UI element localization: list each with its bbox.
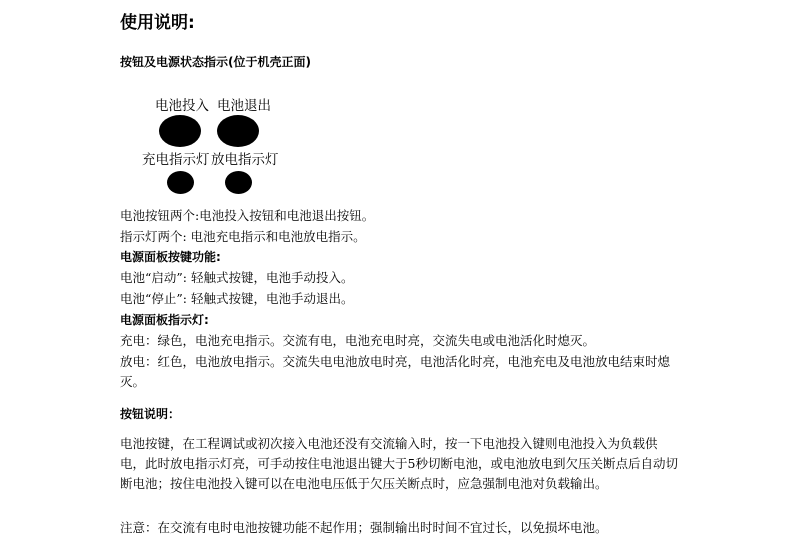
charge-led-icon [167, 171, 194, 194]
text-discharge: 放电：红色，电池放电指示。交流失电电池放电时亮，电池活化时亮，电池充电及电池放电结束时熄灭。 [120, 354, 671, 389]
page-title: 使用说明: [120, 13, 195, 33]
text-buttons-two: 电池按钮两个:电池投入按钮和电池退出按钮。 [120, 208, 375, 223]
text-button-desc: 电池按键，在工程调试或初次接入电池还没有交流输入时，按一下电池投入键则电池投入为负载供电，此时放电指示灯亮，可手动按住电池退出键大于5秒切断电池，或电池放电到欠压关断点后自动切断电池；按住电池投入键可以在电池电压低于欠压关断点时，应急强制电池对负载输出。 [120, 436, 678, 491]
heading-button-desc: 按钮说明： [120, 407, 181, 421]
label-battery-in: 电池投入 [155, 98, 209, 114]
section-subtitle: 按钮及电源状态指示(位于机壳正面) [120, 55, 311, 69]
label-discharge-led: 放电指示灯 [211, 152, 279, 168]
text-leds-two: 指示灯两个: 电池充电指示和电池放电指示。 [120, 229, 366, 244]
heading-panel-leds: 电源面板指示灯: [120, 313, 209, 327]
text-note: 注意：在交流有电时电池按键功能不起作用；强制输出时时间不宜过长，以免损坏电池。 [120, 520, 608, 535]
discharge-led-icon [225, 171, 252, 194]
battery-out-button-icon [217, 115, 259, 147]
label-charge-led: 充电指示灯 [142, 152, 210, 168]
label-battery-out: 电池退出 [217, 98, 271, 114]
heading-panel-buttons: 电源面板按键功能: [120, 250, 221, 264]
battery-in-button-icon [159, 115, 201, 147]
text-charge: 充电：绿色，电池充电指示。交流有电，电池充电时亮，交流失电或电池活化时熄灭。 [120, 333, 596, 348]
text-start: 电池“启动”: 轻触式按键，电池手动投入。 [120, 270, 354, 285]
text-stop: 电池“停止”: 轻触式按键，电池手动退出。 [120, 291, 354, 306]
